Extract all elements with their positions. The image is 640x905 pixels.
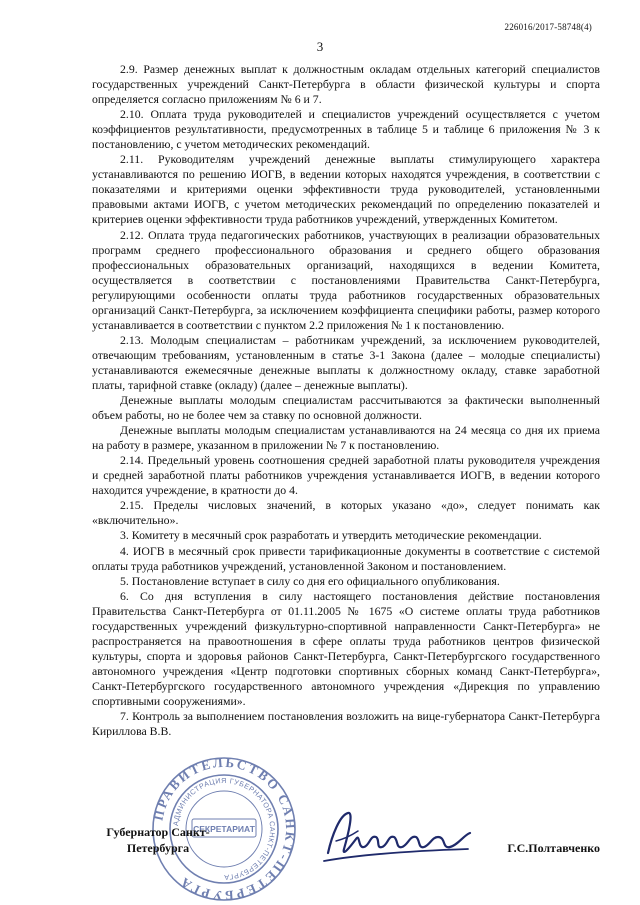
paragraph-2-11: 2.11. Руководителям учреждений денежные выплаты стимулирующего характера устанавливаются по решению ИОГВ, в ведении которых находятся учреждения, в соответствии с показателями и критериями оценки эффективности труда руководителей, установленными правовыми актами ИОГВ, с учетом методических рекомендаций по определению показателей и критериев оценки эффективности труда работников учреждений, утвержденных Комитетом. <box>92 152 600 227</box>
paragraph-2-10: 2.10. Оплата труда руководителей и специалистов учреждений осуществляется с учетом коэффициентов результативности, предусмотренных в таблице 5 и таблице 6 приложения № 3 к постановлению, с учетом методических рекомендаций. <box>92 107 600 152</box>
svg-text:ПРАВИТЕЛЬСТВО САНКТ-ПЕТЕРБУРГА: ПРАВИТЕЛЬСТВО САНКТ-ПЕТЕРБУРГА <box>150 755 298 903</box>
handwritten-signature <box>318 805 478 875</box>
paragraph-2-13-payments-period: Денежные выплаты молодым специалистам устанавливаются на 24 месяца со дня их приема на работу в размере, указанном в приложении № 7 к постановлению. <box>92 423 600 453</box>
paragraph-2-12: 2.12. Оплата труда педагогических работников, участвующих в реализации образовательных программ среднего профессионального образования и среднего общего образования профессиональных образовательных организаций, находящихся в ведении Комитета, осуществляется в соответствии с постановлениями Правительства Санкт-Петербурга, регулирующими особенности оплаты труда работников государственных образовательных организаций Санкт-Петербурга, за исключением коэффициента специфики работы, размер которого устанавливается в соответствии с пунктом 2.2 приложения № 1 к постановлению. <box>92 227 600 332</box>
paragraph-2-14: 2.14. Предельный уровень соотношения средней заработной платы руководителя учреждения и средней заработной платы работников учреждения устанавливается ИОГВ, в ведении которого находится учреждение, в кратности до 4. <box>92 453 600 498</box>
paragraph-4: 4. ИОГВ в месячный срок привести тарификационные документы в соответствие с системой оплаты труда работников учреждений, установленной Законом и постановлением. <box>92 543 600 573</box>
official-seal-stamp <box>150 755 298 903</box>
paragraph-3: 3. Комитету в месячный срок разработать и утвердить методические рекомендации. <box>120 528 542 543</box>
page-number: 3 <box>316 39 324 54</box>
paragraph-2-15: 2.15. Пределы числовых значений, в которых указано «до», следует понимать как «включительно». <box>92 498 600 528</box>
signatory-title: Губернатор Санкт-Петербурга <box>106 825 210 855</box>
paragraph-6: 6. Со дня вступления в силу настоящего постановления действие постановления Правительства Санкт-Петербурга от 01.11.2005 № 1675 «О системе оплаты труда работников государственных учреждений физкультурно-спортивной направленности Санкт-Петербурга» не распространяется на правоотношения в сфере оплаты труда работников центров физической культуры, спорта и здоровья районов Санкт-Петербурга, Санкт-Петербургского государственного автономного учреждения «Центр подготовки спортивных сборных команд Санкт-Петербурга», Санкт-Петербургского государственного автономного учреждения «Дирекция по управлению спортивными сооружениями». <box>92 588 600 708</box>
paragraph-2-13-payments-calc: Денежные выплаты молодым специалистам рассчитываются за фактически выполненный объем работы, но не более чем за ставку по основной должности. <box>92 393 600 423</box>
document-registration-number: 226016/2017-58748(4) <box>504 22 592 32</box>
document-body <box>92 62 600 739</box>
paragraph-5: 5. Постановление вступает в силу со дня его официального опубликования. <box>120 573 500 588</box>
paragraph-2-9: 2.9. Размер денежных выплат к должностным окладам отдельных категорий специалистов государственных учреждений Санкт-Петербурга в области физической культуры и спорта определяется согласно приложениям № 6 и 7. <box>92 62 600 107</box>
svg-text:СЕКРЕТАРИАТ: СЕКРЕТАРИАТ <box>193 824 255 834</box>
signatory-name: Г.С.Полтавченко <box>507 841 600 855</box>
paragraph-2-13: 2.13. Молодым специалистам – работникам учреждений, за исключением руководителей, отвечающим требованиям, установленным в статье 3-1 Закона (далее – молодые специалисты) устанавливаются ежемесячные денежные выплаты к должностному окладу, ставке заработной платы, тарифной ставке (окладу) (далее – денежные выплаты). <box>92 332 600 392</box>
paragraph-7: 7. Контроль за выполнением постановления возложить на вице-губернатора Санкт-Петербурга Кириллова В.В. <box>92 709 600 739</box>
svg-text:АДМИНИСТРАЦИЯ ГУБЕРНАТОРА САНК: АДМИНИСТРАЦИЯ ГУБЕРНАТОРА САНКТ-ПЕТЕРБУРГА <box>171 775 278 883</box>
